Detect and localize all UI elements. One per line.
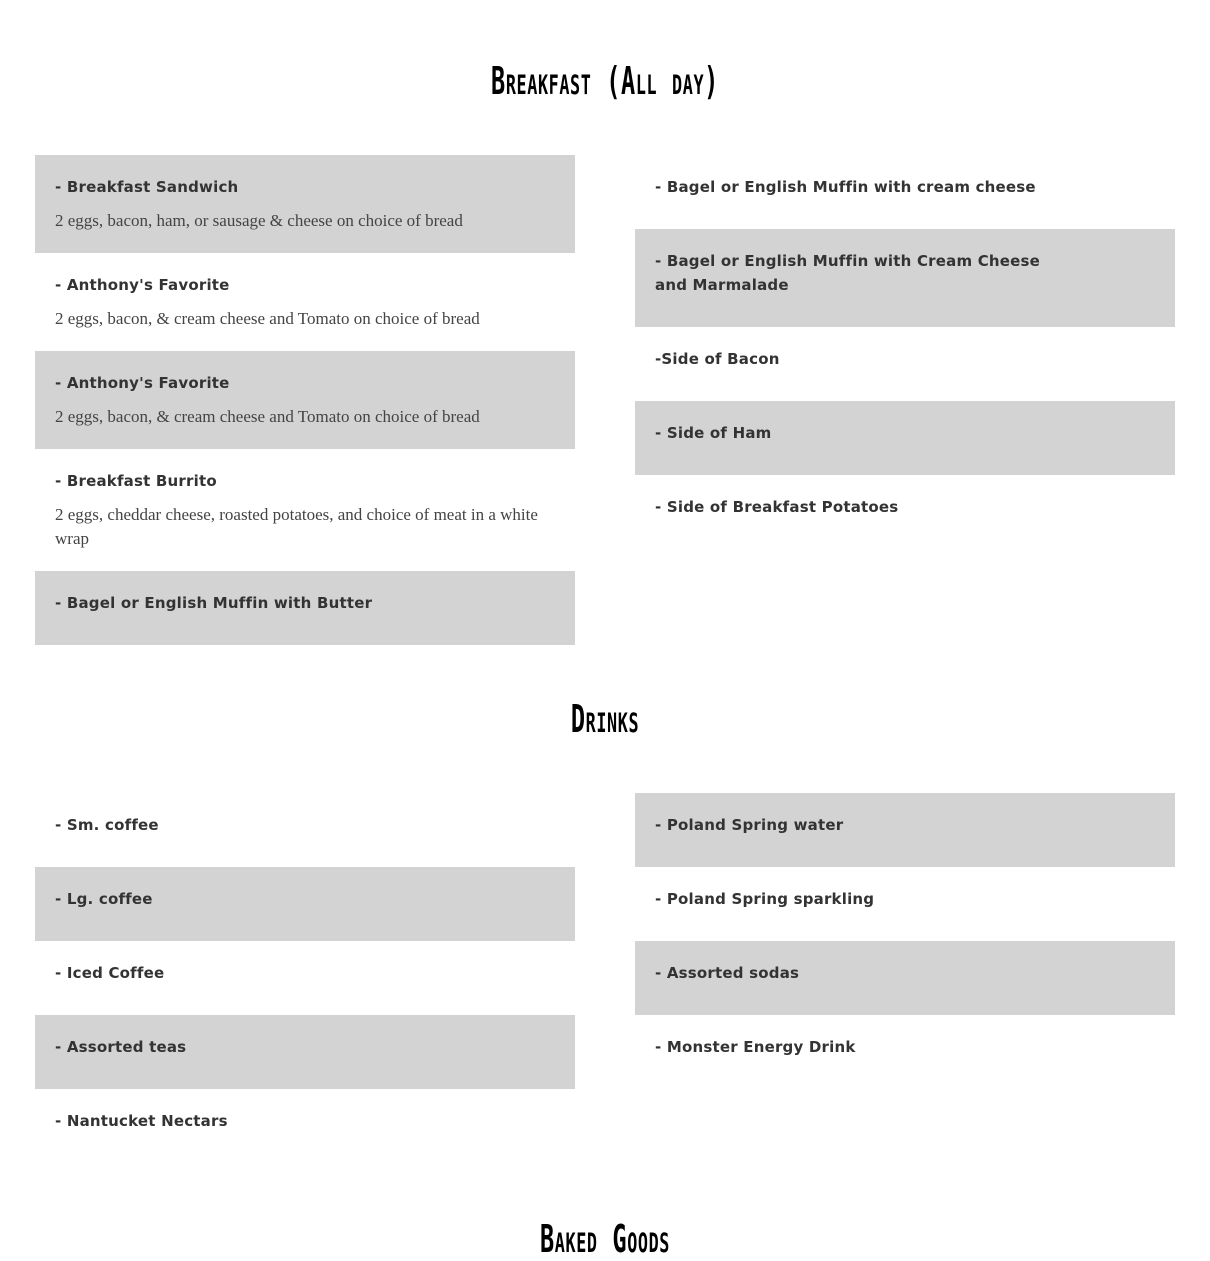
menu-item — [635, 941, 1175, 1015]
menu-item — [635, 475, 1175, 549]
menu-item — [635, 327, 1175, 401]
menu-item — [35, 449, 575, 571]
drinks-right-column — [635, 793, 1175, 1089]
breakfast-section-title: Breakfast (All day) — [491, 59, 719, 103]
menu-item — [635, 793, 1175, 867]
breakfast-left-column — [35, 155, 575, 645]
menu-item — [635, 867, 1175, 941]
menu-item-name: - Sm. coffee — [55, 816, 159, 834]
menu-item-name: - Side of Ham — [655, 424, 772, 442]
menu-item — [35, 571, 575, 645]
menu-item-name: - Anthony's Favorite — [55, 374, 230, 392]
menu-item-description: 2 eggs, bacon, ham, or sausage & cheese on choice of bread — [55, 211, 463, 230]
menu-item-name: - Bagel or English Muffin with Cream Cheese and Marmalade — [655, 252, 1041, 294]
menu-item-name: - Monster Energy Drink — [655, 1038, 856, 1056]
menu-item-name: - Anthony's Favorite — [55, 276, 230, 294]
menu-item — [35, 1015, 575, 1089]
menu-item-name: - Nantucket Nectars — [55, 1112, 228, 1130]
menu-item-name: - Lg. coffee — [55, 890, 153, 908]
menu-item-name: - Side of Breakfast Potatoes — [655, 498, 899, 516]
menu-item-name: - Breakfast Sandwich — [55, 178, 239, 196]
menu-item — [635, 155, 1175, 229]
menu-item — [35, 1089, 575, 1163]
menu-item — [35, 941, 575, 1015]
menu-item-name: -Side of Bacon — [655, 350, 780, 368]
menu-item — [35, 155, 575, 253]
menu-item-description: 2 eggs, bacon, & cream cheese and Tomato on choice of bread — [55, 407, 480, 426]
menu-item-name: - Assorted teas — [55, 1038, 187, 1056]
menu-item — [635, 1015, 1175, 1089]
drinks-section-title: Drinks — [570, 697, 640, 741]
menu-item — [35, 253, 575, 351]
menu-item-name: - Poland Spring sparkling — [655, 890, 875, 908]
menu-item — [635, 401, 1175, 475]
menu-item — [35, 793, 575, 867]
menu-item-description: 2 eggs, bacon, & cream cheese and Tomato on choice of bread — [55, 309, 480, 328]
drinks-left-column — [35, 793, 575, 1163]
menu-item-name: - Breakfast Burrito — [55, 472, 217, 490]
menu-item-name: - Bagel or English Muffin with cream cheese — [655, 178, 1036, 196]
baked-goods-section-title: Baked Goods — [539, 1217, 671, 1261]
menu-item-name: - Poland Spring water — [655, 816, 844, 834]
menu-item — [35, 351, 575, 449]
menu-item-name: - Bagel or English Muffin with Butter — [55, 594, 373, 612]
menu-item-name: - Iced Coffee — [55, 964, 165, 982]
menu-item-description: 2 eggs, cheddar cheese, roasted potatoes, and choice of meat in a white wrap — [55, 505, 538, 548]
menu-item — [635, 229, 1175, 327]
breakfast-right-column — [635, 155, 1175, 549]
menu-item — [35, 867, 575, 941]
menu-item-name: - Assorted sodas — [655, 964, 800, 982]
